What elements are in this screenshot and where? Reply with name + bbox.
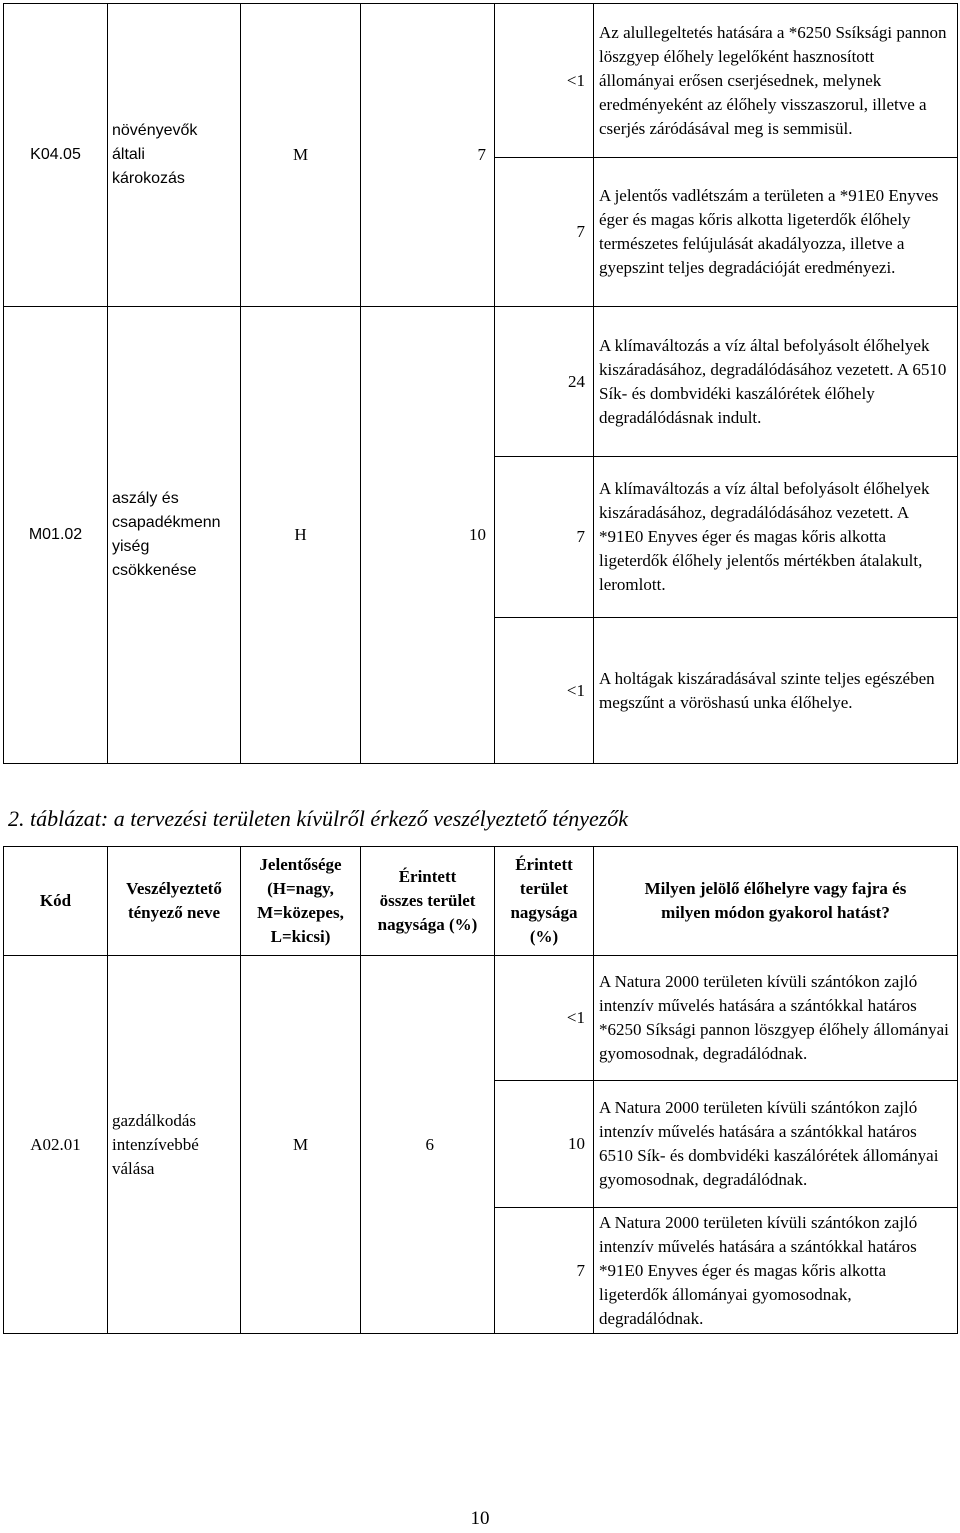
effect-description: A Natura 2000 területen kívüli szántókon zajló intenzív művelés hatására a szántókkal határos *91E0 Enyves éger és magas kőris alkotta ligeterdők állományai gyomosodnak, degradálódnak. (599, 1212, 918, 1328)
page-number: 10 (470, 1508, 490, 1529)
effect-description: A Natura 2000 területen kívüli szántókon zajló intenzív művelés hatására a szántókkal határos 6510 Sík- és dombvidéki kaszálórétek állományai gyomosodnak, degradálódnak. (599, 1098, 939, 1189)
affected-area: 10 (568, 1134, 585, 1153)
threat-importance: M (292, 1134, 309, 1154)
header-total-area: Érintett összes terület nagysága (%) (377, 867, 478, 934)
effect-description: A klímaváltozás a víz által befolyásolt élőhelyek kiszáradásához, degradálódásához vezetett. A 6510 Sík- és dombvidéki kaszálórétek élőhely degradálódásnak indult. (599, 335, 947, 427)
threat-importance: M (292, 145, 309, 164)
threat-code: A02.01 (30, 1134, 81, 1154)
header-importance: Jelentősége (H=nagy, M=közepes, L=kicsi) (257, 855, 344, 946)
header-threat-name: Veszélyeztető tényező neve (126, 879, 222, 922)
header-effect: Milyen jelölő élőhelyre vagy fajra és milyen módon gyakorol hatást? (644, 879, 907, 922)
threat-code: K04.05 (30, 146, 81, 163)
effect-description: A holtágak kiszáradásával szinte teljes egészében megszűnt a vöröshasú unka élőhelye. (599, 668, 935, 712)
affected-area: <1 (566, 1008, 585, 1027)
affected-area: 7 (576, 1260, 585, 1280)
effect-description: A Natura 2000 területen kívüli szántókon zajló intenzív művelés hatására a szántókkal határos *6250 Síksági pannon löszgyep élőhely állományai gyomosodnak, degradálódnak. (599, 972, 949, 1063)
threat-importance: H (294, 525, 307, 544)
effect-description: A klímaváltozás a víz által befolyásolt élőhelyek kiszáradásához, degradálódásához vezetett. A *91E0 Enyves éger és magas kőris alkotta ligeterdők élőhely jelentős mértékben átalakult, leromlott. (599, 479, 930, 594)
effect-description: Az alullegeltetés hatására a *6250 Ssíksági pannon löszgyep élőhely legelőként hasznosított állományai erősen cserjésednek, melynek eredményeként az élőhely visszaszorul, illetve a cserjés záródásával meg is semmisül. (599, 22, 947, 138)
affected-area: 24 (568, 371, 585, 391)
threat-code: M01.02 (28, 526, 83, 543)
header-affected-area: Érintett terület nagysága (%) (510, 855, 578, 946)
threat-name: növényevők általi károkozás (112, 122, 198, 187)
affected-area: <1 (566, 70, 585, 90)
header-code: Kód (39, 891, 72, 910)
affected-area: 7 (576, 527, 585, 546)
threat-name: aszály és csapadékmenn yiség csökkenése (112, 490, 221, 579)
threat-total-area: 7 (477, 145, 486, 164)
affected-area: 7 (576, 222, 585, 241)
threat-total-area: 6 (425, 1134, 434, 1154)
table-caption: 2. táblázat: a tervezési területen kívülről érkező veszélyeztető tényezők (8, 806, 629, 831)
threat-name: gazdálkodás intenzívebbé válása (112, 1110, 199, 1178)
threat-total-area: 10 (469, 525, 486, 544)
affected-area: <1 (566, 680, 585, 700)
effect-description: A jelentős vadlétszám a területen a *91E0 Enyves éger és magas kőris alkotta ligeterdők élőhely természetes felújulását akadályozza, illetve a gyepszint teljes degradációját eredményezi. (599, 186, 939, 277)
